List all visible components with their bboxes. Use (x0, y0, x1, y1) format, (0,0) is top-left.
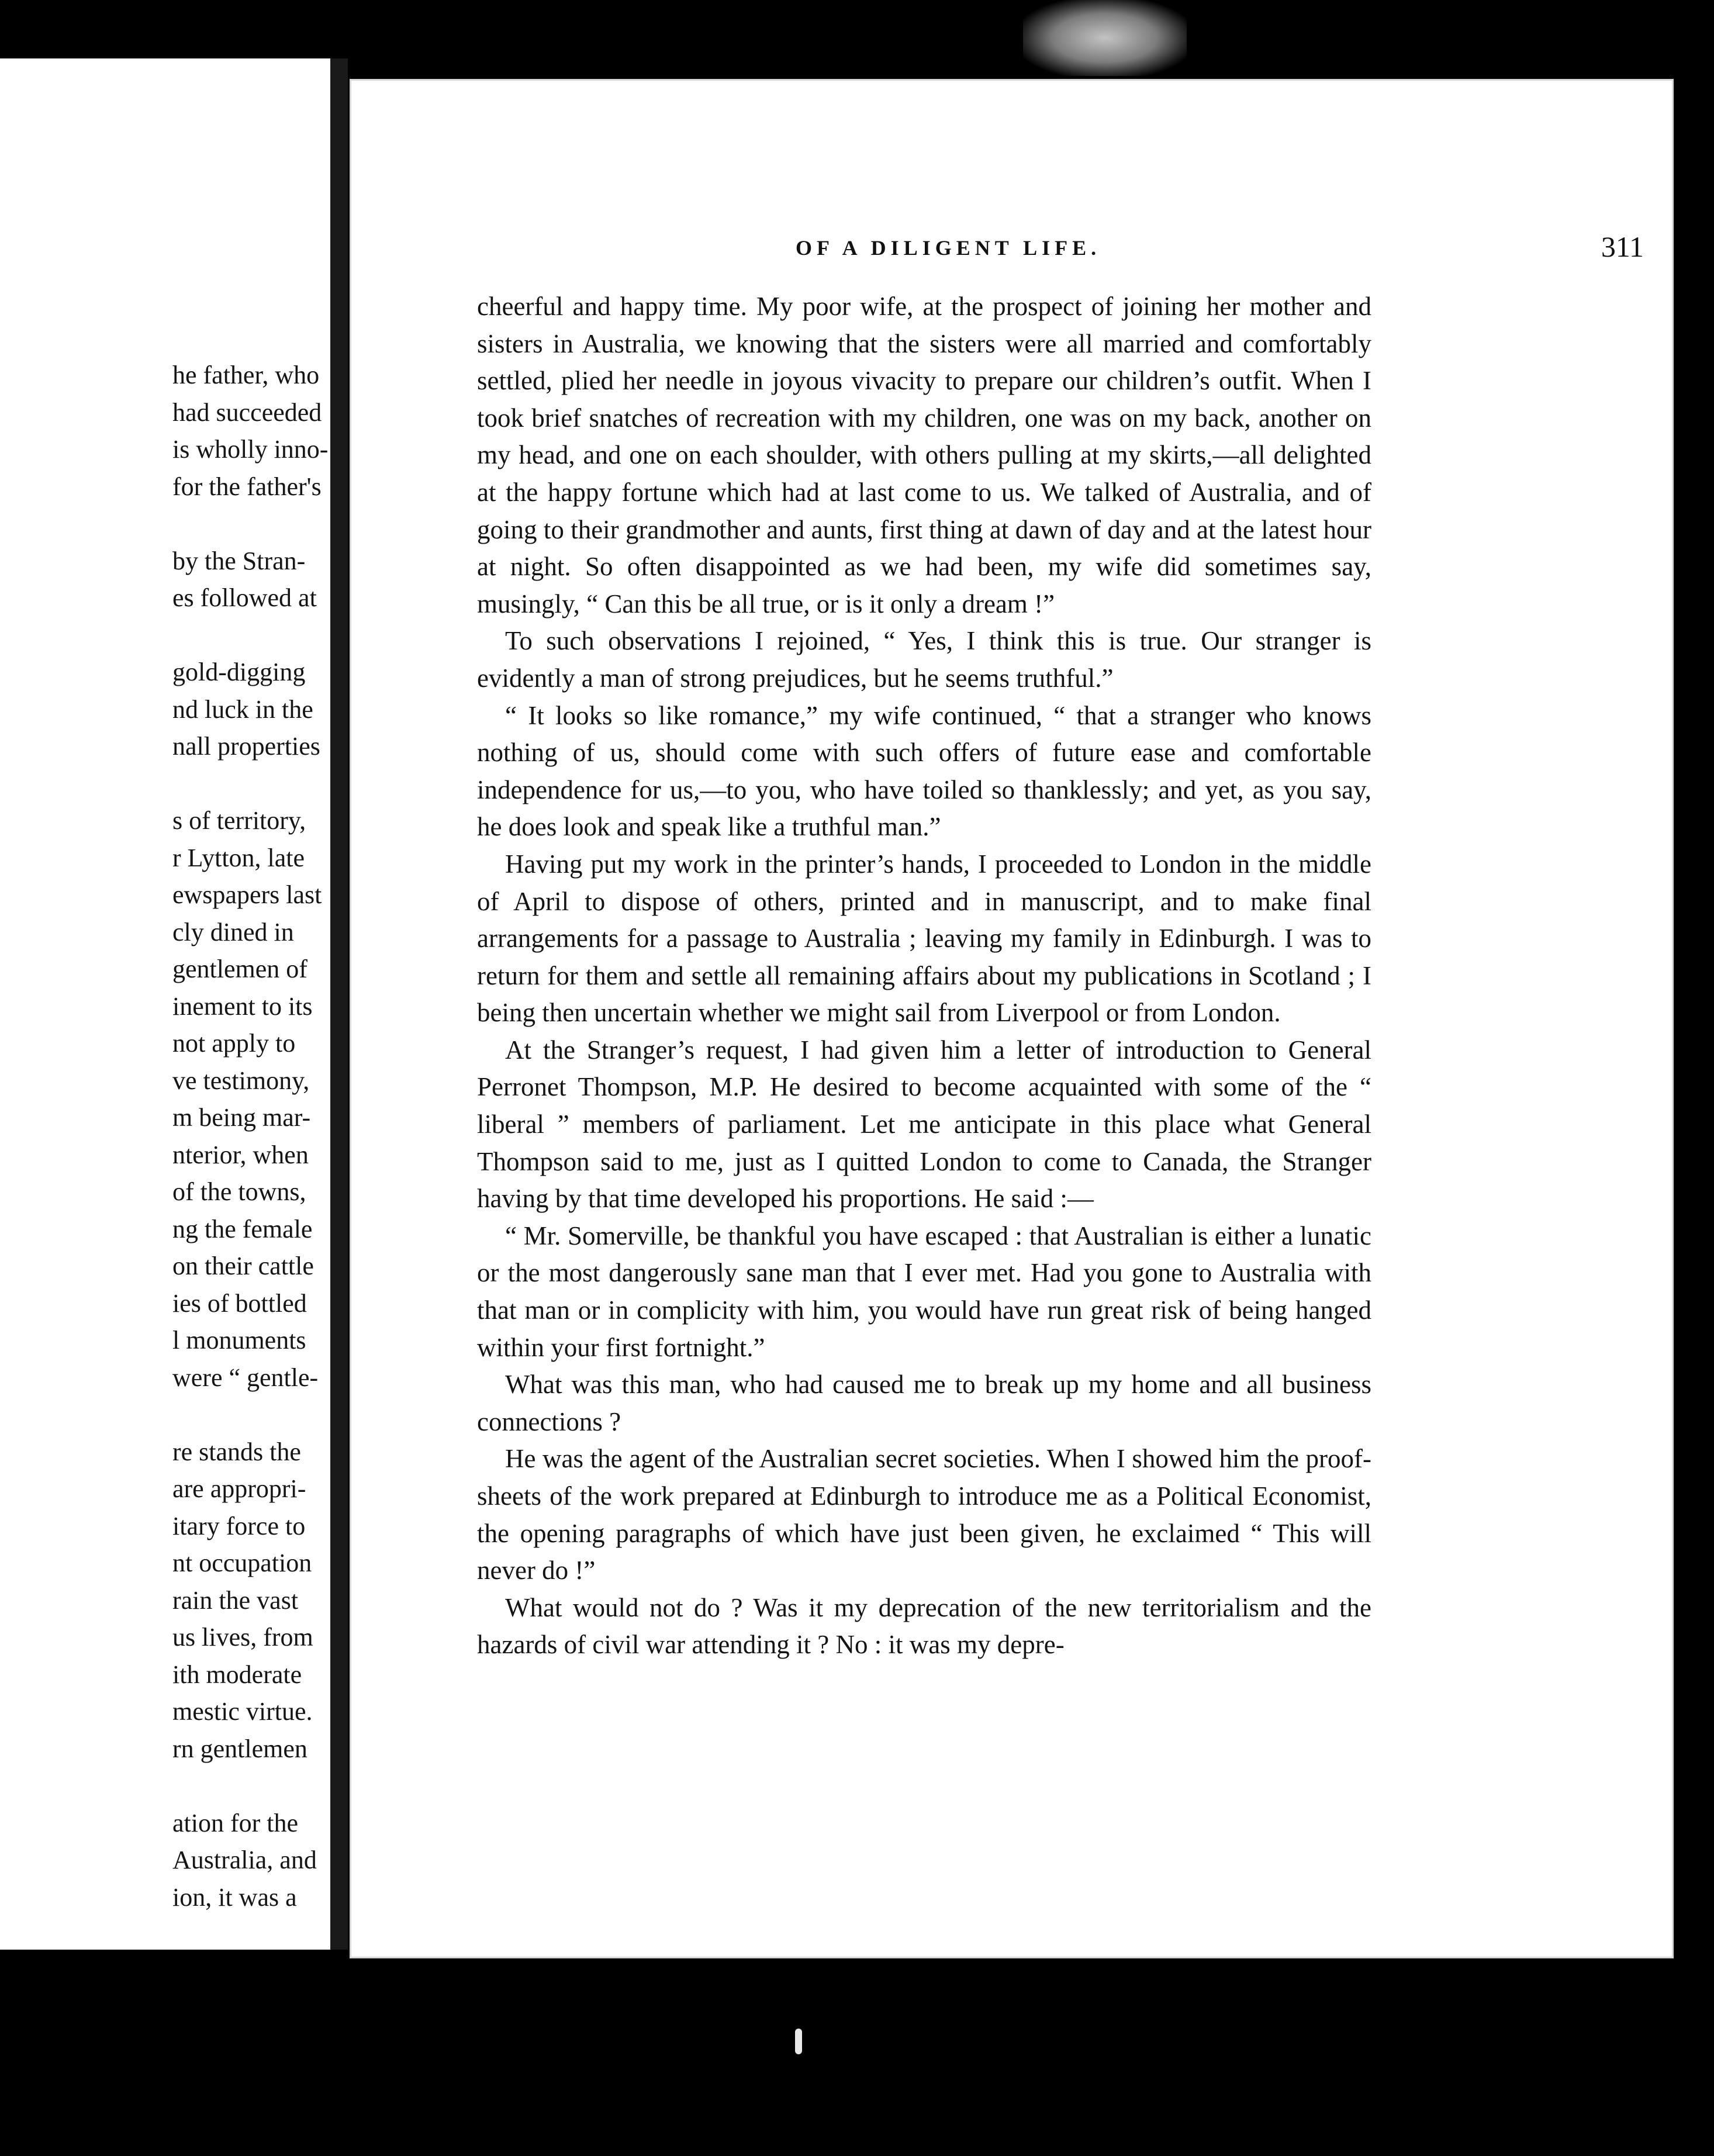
paragraph-7: What was this man, who had caused me to break up my home and all business connections ? (477, 1370, 1371, 1436)
running-head: OF A DILIGENT LIFE. (796, 236, 1101, 260)
left-page-line: nterior, when (172, 1140, 309, 1169)
left-page-line: m being mar- (172, 1103, 311, 1132)
book-spine (330, 58, 348, 1950)
left-page-line: of the towns, (172, 1177, 306, 1206)
left-page-line: ion, it was a (172, 1882, 297, 1912)
left-page-line: r Lytton, late (172, 843, 305, 872)
right-page (350, 79, 1674, 1958)
paragraph-4: Having put my work in the printer’s hands, I proceeded to London in the middle of April to dispose of others, printed and in manuscript, and to make final arrangements for a passage to Australia ; leaving my family in Edinburgh. I was to return for them and settle all remaining affairs about my publications in Scotland ; I being then uncertain whether we might sail from Liverpool or from London. (477, 849, 1371, 1028)
left-page-line: gentlemen of (172, 955, 307, 983)
left-page-line: were “ gentle- (172, 1363, 319, 1392)
left-page-line: ation for the (172, 1808, 299, 1837)
left-page-line: are appropri- (172, 1474, 306, 1503)
left-page-line: re stands the (172, 1437, 301, 1466)
left-page-text-column (0, 58, 330, 1950)
scan-speck (795, 2029, 802, 2054)
paragraph-5: At the Stranger’s request, I had given him a letter of introduction to General Perronet Thompson, M.P. He desired to become acquainted with some of the “ liberal ” members of parliament. Let me anticipate in this place what General Thompson said to me, just as I quitted London to come to Canada, the Stranger having by that time developed his proportions. He said :— (477, 1035, 1371, 1214)
left-page-line: on their cattle (172, 1252, 314, 1280)
left-page-line: rn gentlemen (172, 1734, 307, 1763)
page-number: 311 (1601, 230, 1644, 263)
left-page-line: had succeeded (172, 398, 322, 427)
left-page-line: mestic virtue. (172, 1697, 313, 1726)
left-page-line: is wholly inno- (172, 435, 329, 464)
paragraph-9: What would not do ? Was it my deprecation of the new territorialism and the hazards of civil war attending it ? No : it was my depre- (477, 1592, 1371, 1660)
left-page-line: by the Stran- (172, 546, 306, 575)
left-page-line: cly dined in (172, 917, 294, 946)
left-page-line: he father, who (172, 361, 320, 389)
left-page-line: itary force to (172, 1511, 306, 1540)
left-page-line: nd luck in the (172, 695, 313, 724)
left-page-line: l monuments (172, 1326, 306, 1355)
left-page-line: es followed at (172, 583, 317, 612)
left-page-line: ith moderate (172, 1660, 302, 1689)
paragraph-6: “ Mr. Somerville, be thankful you have escaped : that Australian is either a lunatic or the most dangerously sane man that I ever met. Had you gone to Australia with that man or in complicity with him, you would have run great risk of being hanged within your first fortnight.” (477, 1221, 1371, 1362)
left-page-line: not apply to (172, 1029, 296, 1058)
left-page-line: Australia, and (172, 1846, 317, 1874)
left-page-line: inement to its (172, 991, 313, 1021)
left-page-line: nall properties (172, 732, 320, 761)
left-page-line: ies of bottled (172, 1288, 307, 1318)
left-page-line: ewspapers last (172, 880, 322, 909)
left-page-fragment (0, 58, 332, 1950)
body-text (477, 288, 1371, 1664)
left-page-line: nt occupation (172, 1549, 312, 1577)
paragraph-3: “ It looks so like romance,” my wife continued, “ that a stranger who knows nothing of us, should come with such offers of future ease and comfortable independence for us,—to you, who have toiled so thanklessly; and yet, as you say, he does look and speak like a truthful man.” (477, 700, 1371, 842)
left-page-line: us lives, from (172, 1623, 313, 1651)
paragraph-1: cheerful and happy time. My poor wife, at the prospect of joining her mother and sisters in Australia, we knowing that the sisters were all married and comfortably settled, plied her needle in joyous vivacity to prepare our children’s outfit. When I took brief snatches of recreation with my children, one was on my back, another on my head, and one on each shoulder, with others pulling at my skirts,—all delighted at the happy fortune which had at last come to us. We talked of Australia, and of going to their grandmother and aunts, first thing at dawn of day and at the latest hour at night. So often disappointed as we had been, my wife did sometimes say, musingly, “ Can this be all true, or is it only a dream !” (477, 292, 1371, 619)
paragraph-2: To such observations I rejoined, “ Yes, I think this is true. Our stranger is evidently a man of strong prejudices, but he seems truthful.” (477, 626, 1371, 693)
left-page-line: ve testimony, (172, 1066, 310, 1095)
left-page-line: gold-digging (172, 658, 306, 686)
left-page-line: s of territory, (172, 806, 306, 835)
left-page-line: ng the female (172, 1214, 313, 1243)
left-page-line: rain the vast (172, 1585, 299, 1615)
scan-artifact (1023, 0, 1187, 76)
paragraph-8: He was the agent of the Australian secret societies. When I showed him the proof-sheets of the work prepared at Edinburgh to introduce me as a Political Economist, the opening paragraphs of which have just been given, he exclaimed “ This will never do !” (477, 1444, 1371, 1585)
left-page-line: for the father's (172, 472, 322, 501)
